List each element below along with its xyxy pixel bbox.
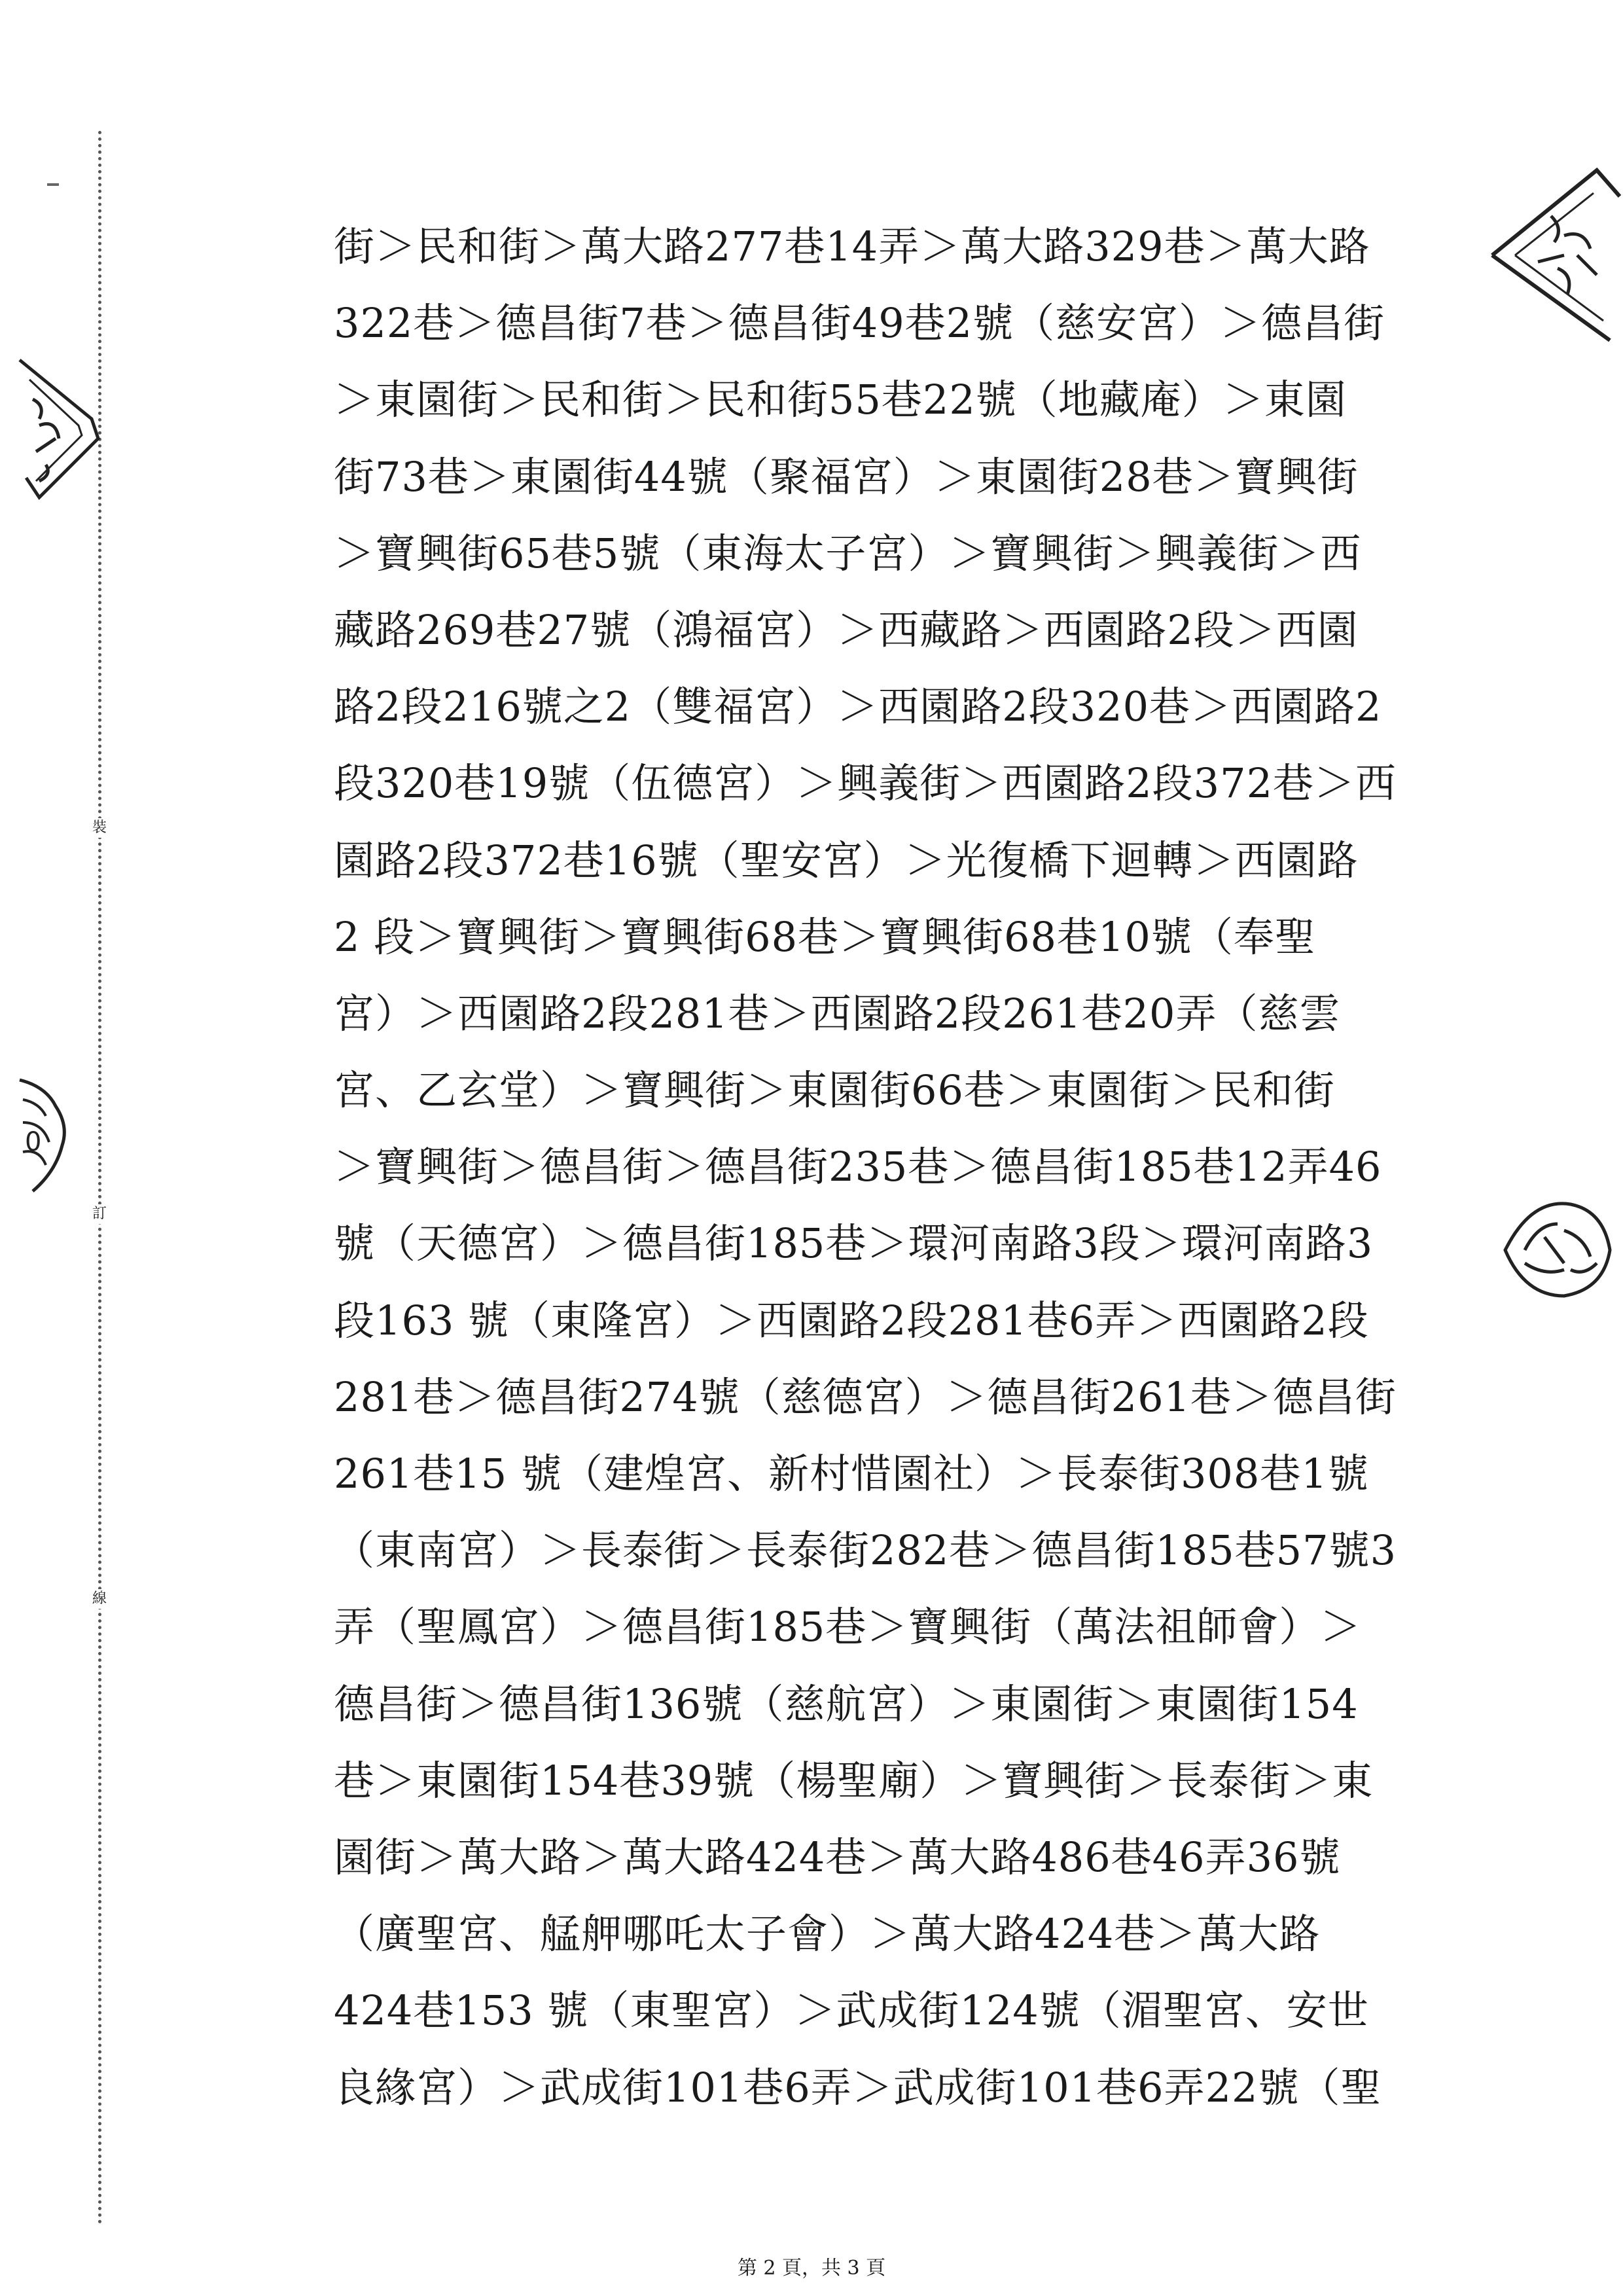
text-line: 良緣宮）＞武成街101巷6弄＞武成街101巷6弄22號（聖 [334, 2063, 1382, 2111]
text-line: 街＞民和街＞萬大路277巷14弄＞萬大路329巷＞萬大路 [334, 223, 1370, 270]
text-line: 園街＞萬大路＞萬大路424巷＞萬大路486巷46弄36號 [334, 1833, 1341, 1881]
page-number-footer: 第 2 頁，共 3 頁 [737, 2257, 886, 2280]
body-text [334, 208, 1479, 2126]
seal-stamp-fragment-left-top [13, 340, 105, 504]
text-line: 段163 號（東隆宮）＞西園路2段281巷6弄＞西園路2段 [334, 1296, 1369, 1344]
binding-char-zhuang: 裝 [86, 818, 113, 838]
binding-char-ding: 訂 [86, 1204, 113, 1224]
seal-stamp-fragment-right-middle [1499, 1191, 1616, 1309]
text-line: 宮、乙玄堂）＞寶興街＞東園街66巷＞東園街＞民和街 [334, 1066, 1335, 1115]
text-line: 281巷＞德昌街274號（慈德宮）＞德昌街261巷＞德昌街 [334, 1372, 1397, 1421]
seal-stamp-fragment-right-top [1479, 157, 1623, 353]
text-line: 路2段216號之2（雙福宮）＞西園路2段320巷＞西園路2 [334, 683, 1382, 731]
text-line: 弄（聖鳳宮）＞德昌街185巷＞寶興街（萬法祖師會）＞ [334, 1603, 1362, 1651]
text-line: ＞東園街＞民和街＞民和街55巷22號（地藏庵）＞東園 [334, 376, 1347, 424]
seal-stamp-fragment-left-middle [13, 1073, 79, 1204]
text-line: ＞寶興街65巷5號（東海太子宮）＞寶興街＞興義街＞西 [334, 529, 1362, 577]
text-line: ＞寶興街＞德昌街＞德昌街235巷＞德昌街185巷12弄46 [334, 1143, 1382, 1191]
text-line: 261巷15 號（建煌宮、新村惜園社）＞長泰街308巷1號 [334, 1450, 1369, 1498]
text-line: 德昌街＞德昌街136號（慈航宮）＞東園街＞東園街154 [334, 1679, 1359, 1728]
text-line: 巷＞東園街154巷39號（楊聖廟）＞寶興街＞長泰街＞東 [334, 1756, 1374, 1804]
text-line: 2 段＞寶興街＞寶興街68巷＞寶興街68巷10號（奉聖 [334, 912, 1316, 961]
text-line: 322巷＞德昌街7巷＞德昌街49巷2號（慈安宮）＞德昌街 [334, 299, 1385, 348]
text-line: （東南宮）＞長泰街＞長泰街282巷＞德昌街185巷57號3 [334, 1526, 1397, 1575]
text-line: 藏路269巷27號（鴻福宮）＞西藏路＞西園路2段＞西園 [334, 605, 1359, 654]
text-line: 宮）＞西園路2段281巷＞西園路2段261巷20弄（慈雲 [334, 989, 1341, 1037]
binding-tick-mark [47, 183, 59, 186]
text-line: 號（天德宮）＞德昌街185巷＞環河南路3段＞環河南路3 [334, 1219, 1374, 1268]
text-line: （廣聖宮、艋舺哪吒太子會）＞萬大路424巷＞萬大路 [334, 1910, 1321, 1958]
svg-text:0: 0 [25, 1127, 42, 1157]
text-line: 段320巷19號（伍德宮）＞興義街＞西園路2段372巷＞西 [334, 759, 1397, 808]
binding-char-xian: 線 [86, 1589, 113, 1609]
text-line: 424巷153 號（東聖宮）＞武成街124號（湄聖宮、安世 [334, 1986, 1369, 2035]
text-line: 園路2段372巷16號（聖安宮）＞光復橋下迴轉＞西園路 [334, 836, 1359, 884]
text-line: 街73巷＞東園街44號（聚福宮）＞東園街28巷＞寶興街 [334, 452, 1359, 501]
